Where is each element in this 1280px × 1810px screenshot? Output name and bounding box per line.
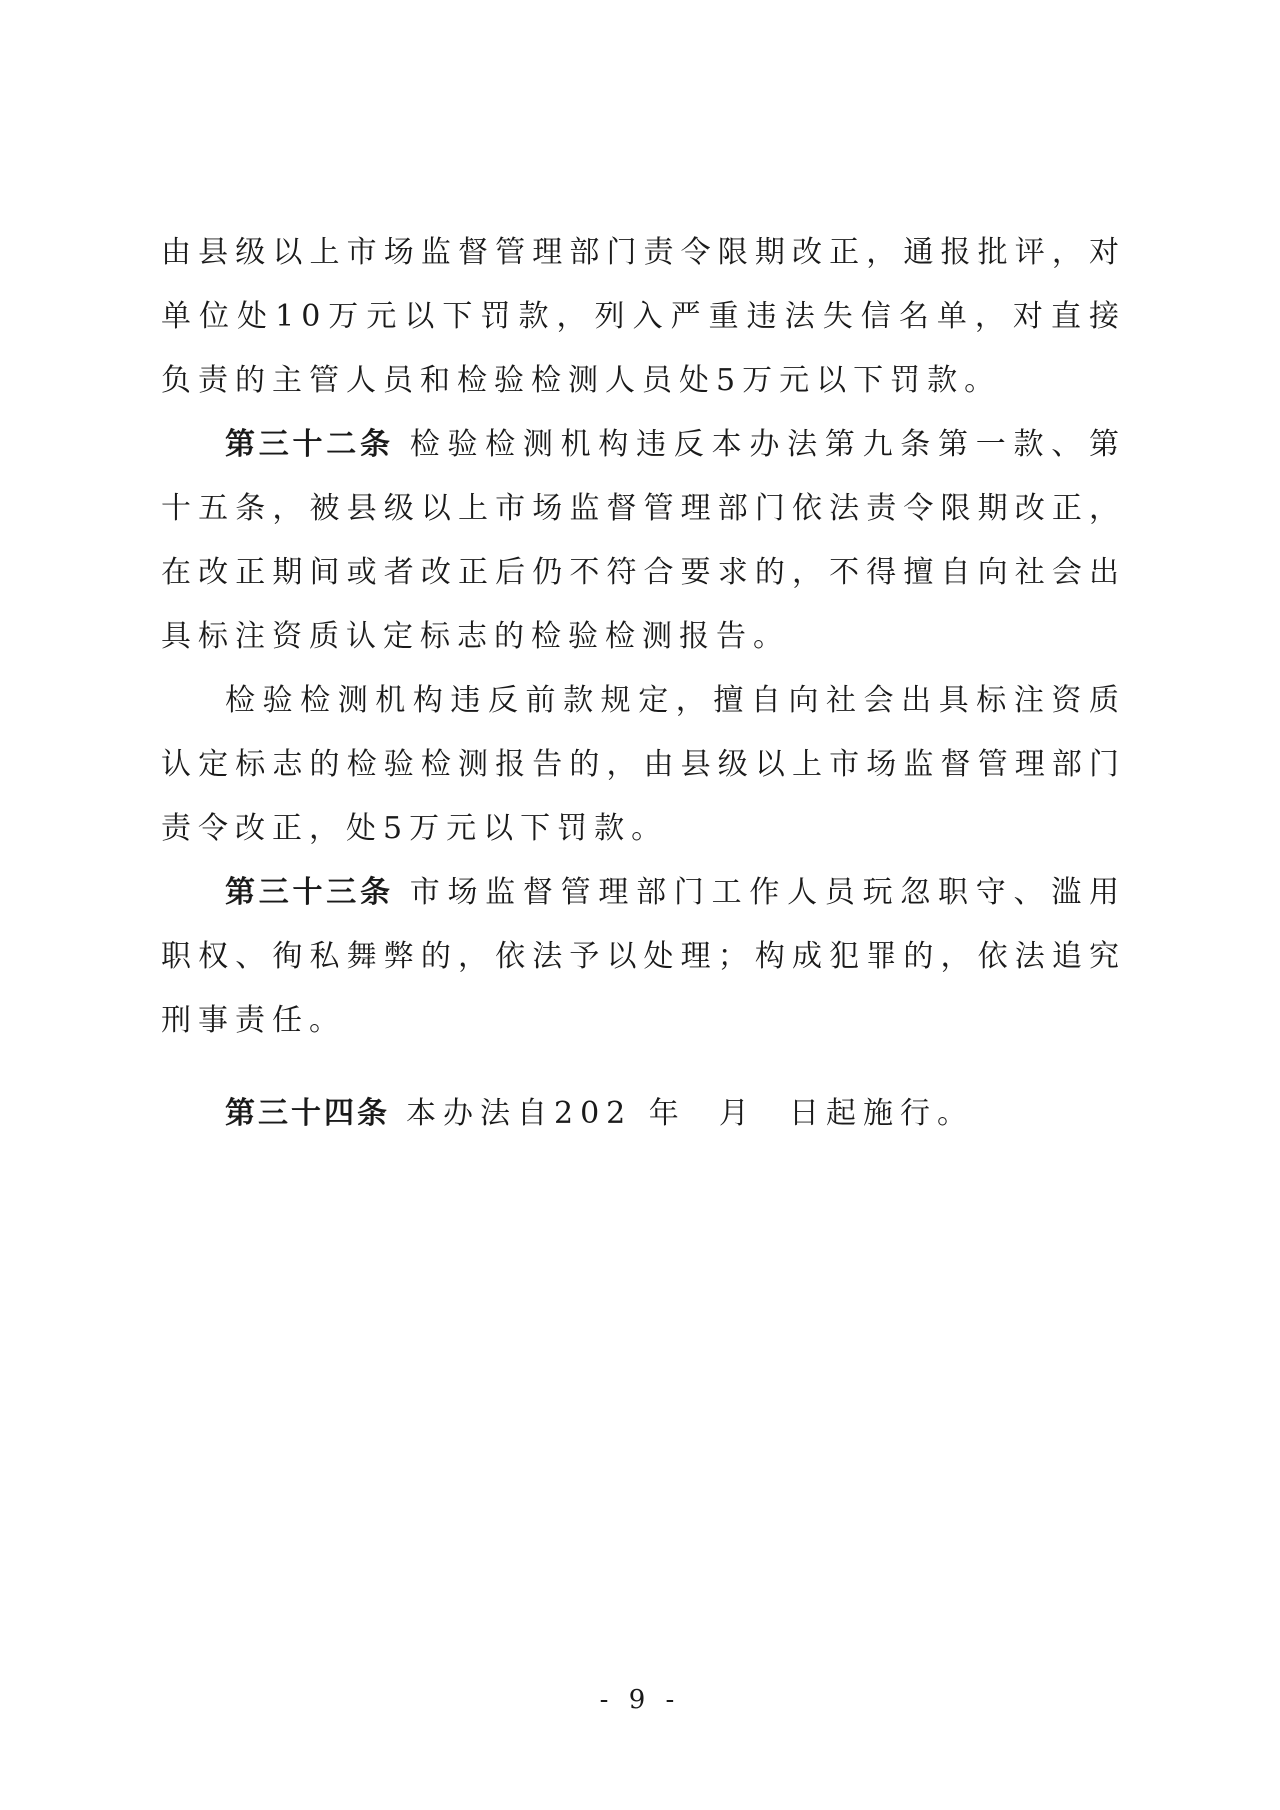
article-32-text: 检验检测机构违反本办法第九条第一款、第十五条，被县级以上市场监督管理部门依法责令限期改正，在改正期间或者改正后仍不符合要求的，不得擅自向社会出具标注资质认定标志的检验检测报告。: [161, 427, 1127, 654]
article-34-paragraph: [161, 1082, 1126, 1146]
paragraph-text: 检验检测机构违反前款规定，擅自向社会出具标注资质认定标志的检验检测报告的，由县级以上市场监督管理部门责令改正，处5万元以下罚款。: [161, 683, 1126, 846]
article-34-label: 第三十四条: [225, 1096, 390, 1131]
article-34-block: [161, 1082, 1126, 1146]
article-32-paragraph: [161, 413, 1126, 669]
article-32-label: 第三十二条: [225, 427, 394, 462]
article-text-block: [161, 221, 1126, 1053]
paragraph-continuation: [161, 221, 1126, 413]
article-33-text: 市场监督管理部门工作人员玩忽职守、滥用职权、徇私舞弊的，依法予以处理；构成犯罪的，依法追究刑事责任。: [161, 875, 1127, 1038]
article-33-label: 第三十三条: [225, 875, 394, 910]
article-32-second-paragraph: [161, 669, 1126, 861]
paragraph-text: 由县级以上市场监督管理部门责令限期改正，通报批评，对单位处10万元以下罚款，列入严重违法失信名单，对直接负责的主管人员和检验检测人员处5万元以下罚款。: [161, 235, 1126, 398]
page-number: - 9 -: [599, 1685, 681, 1715]
article-33-paragraph: [161, 861, 1126, 1053]
article-34-text: 本办法自202 年 月 日起施行。: [406, 1096, 974, 1131]
